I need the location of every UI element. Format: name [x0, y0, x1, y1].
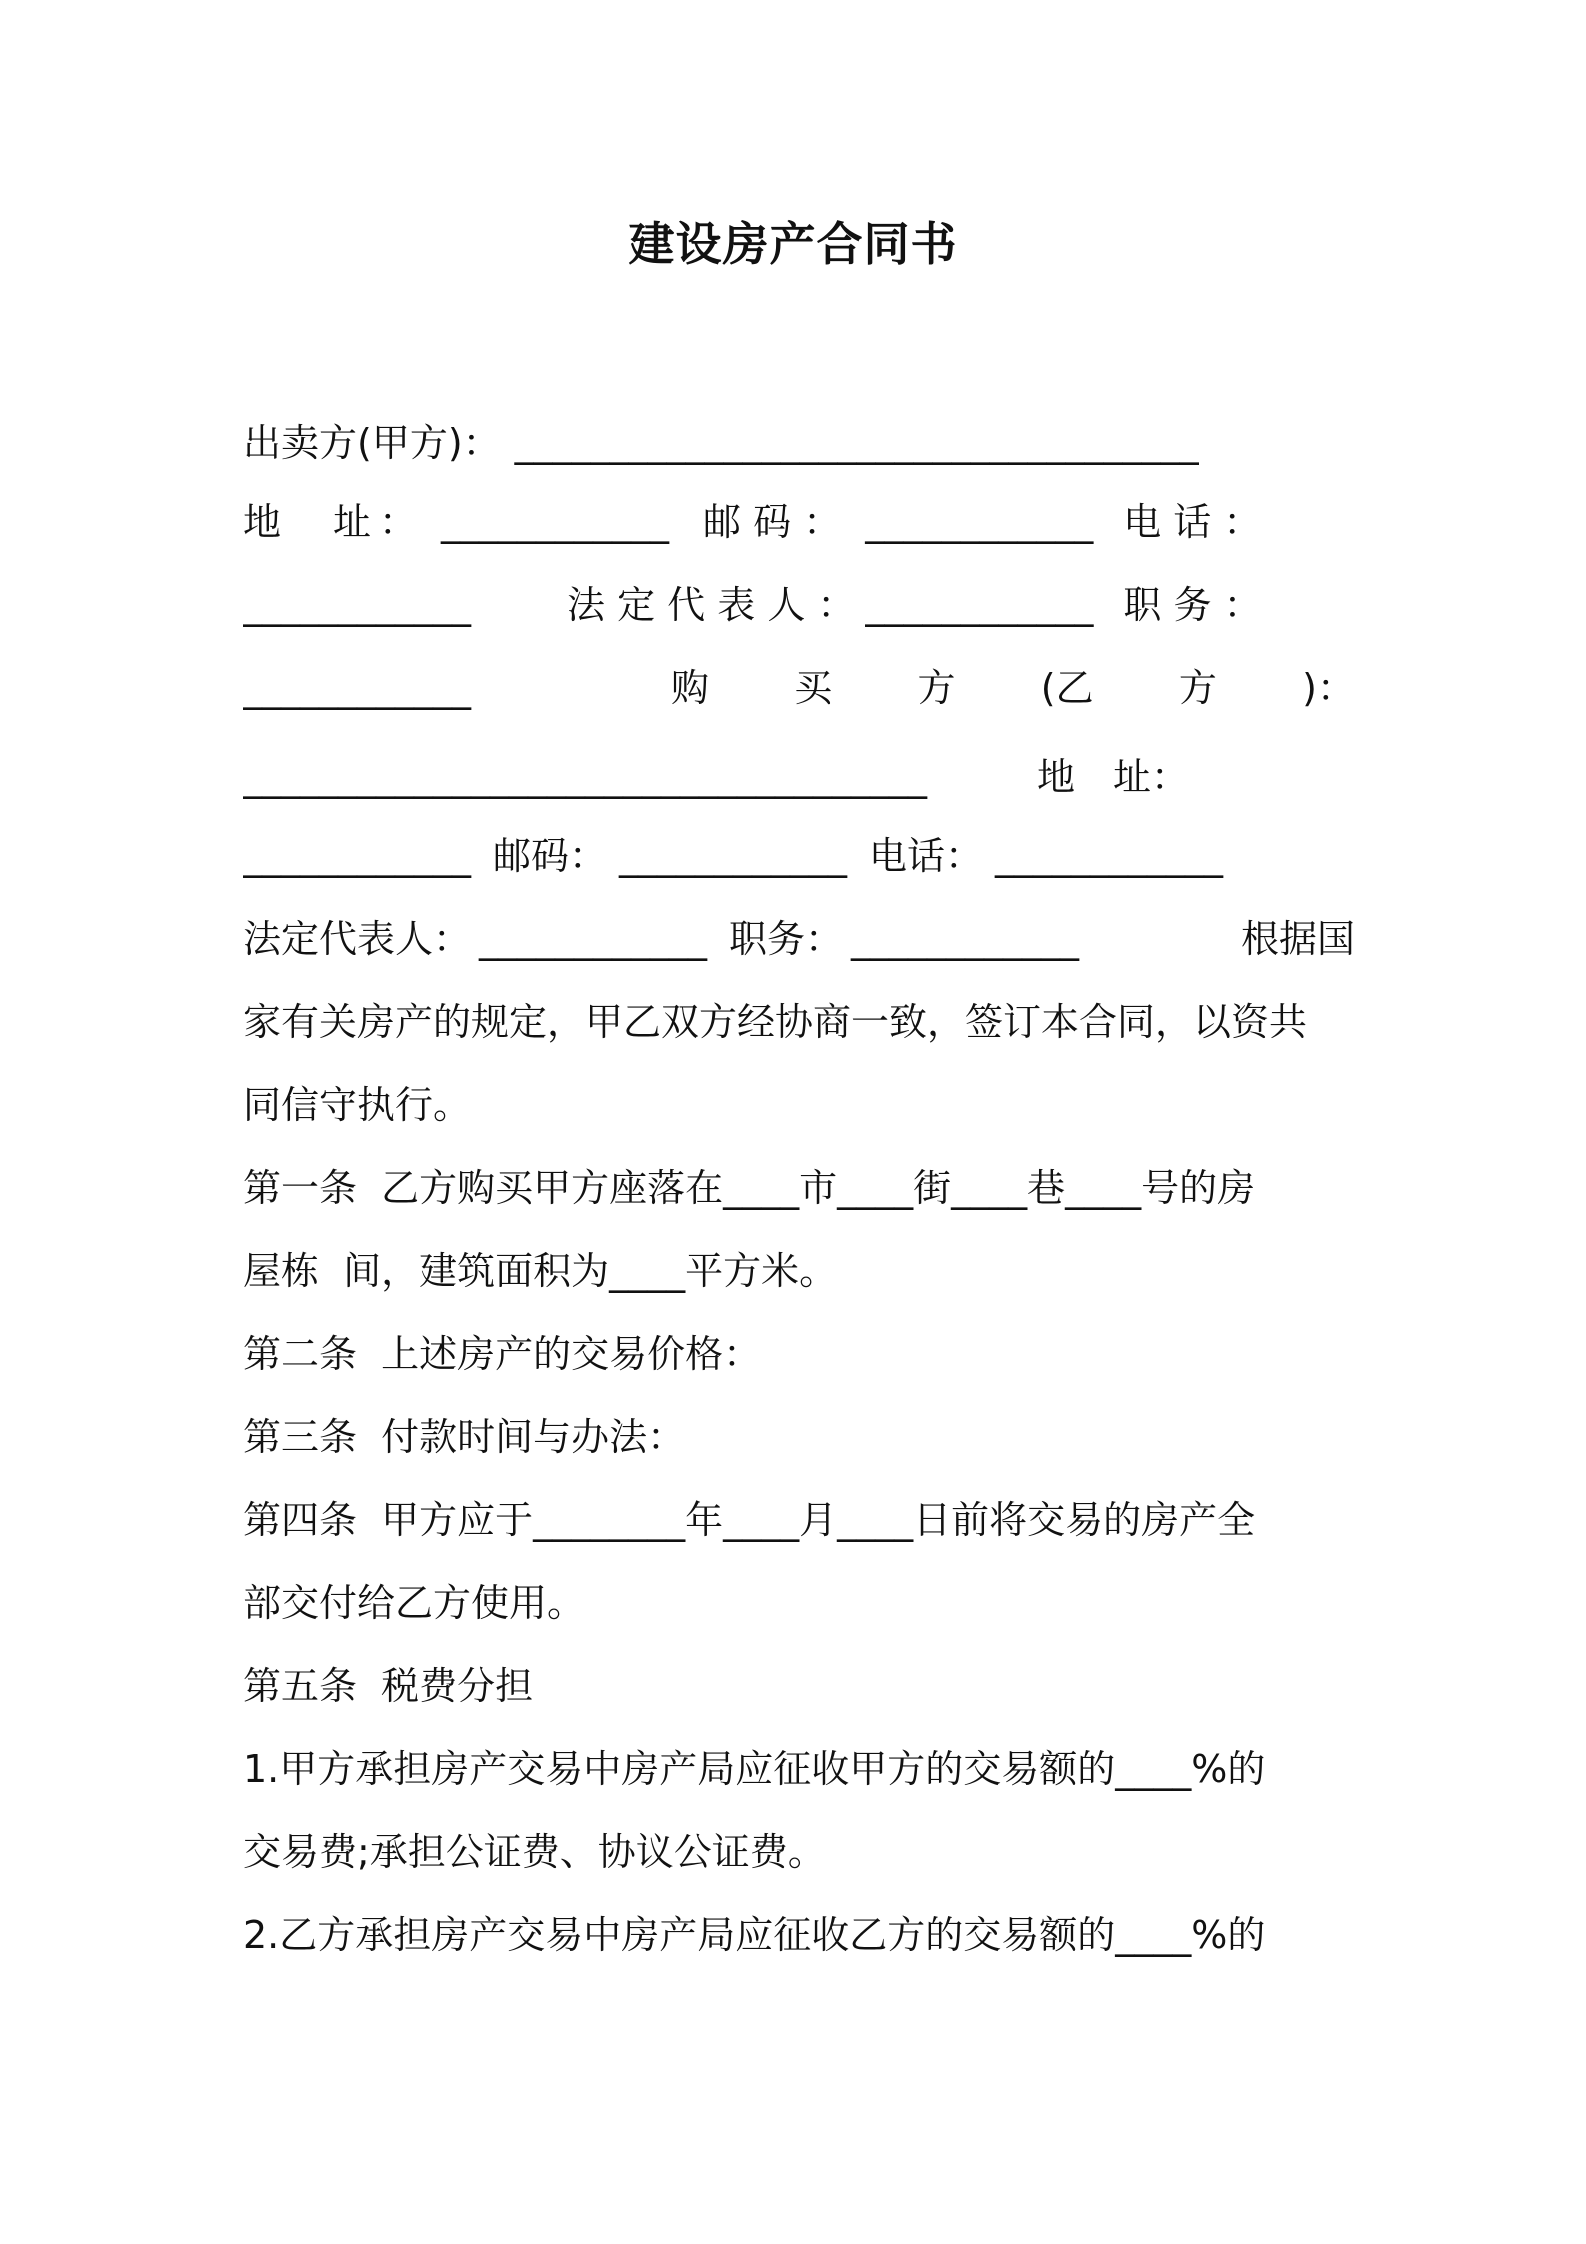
buyer-label-4: (乙	[1040, 666, 1094, 710]
article-1-continued: 屋栋 间，建筑面积为____平方米。	[243, 1249, 838, 1293]
clause-1-line: 1.甲方承担房产交易中房产局应征收甲方的交易额的____%的	[243, 1747, 1266, 1791]
seller-address-label-2: 址	[333, 500, 372, 544]
seller-position-blank: ____________	[243, 666, 471, 710]
seller-phone-blank: ____________	[243, 583, 471, 627]
buyer-rep-label: 法定代表人：	[243, 917, 472, 961]
buyer-position-label: 职务：	[729, 917, 844, 961]
buyer-address-blank: ____________	[243, 834, 471, 878]
article-4-line: 第四条 甲方应于________年____月____日前将交易的房产全	[243, 1498, 1256, 1542]
buyer-rep-line	[243, 914, 1355, 964]
buyer-phone-label: 电话：	[869, 834, 984, 878]
buyer-rep-blank: ____________	[479, 917, 708, 961]
article-5-line: 第五条 税费分担	[243, 1664, 534, 1708]
article-1-line: 第一条 乙方购买甲方座落在____市____街____巷____号的房	[243, 1166, 1256, 1210]
buyer-contact-line	[243, 831, 1355, 881]
paragraph-line: 同信守执行。	[243, 1083, 472, 1127]
buyer-label-1: 购	[671, 666, 710, 710]
seller-address-line	[243, 497, 1355, 547]
buyer-position-blank: ____________	[851, 917, 1080, 961]
paragraph-line: 家有关房产的规定，甲乙双方经协商一致，签订本合同，以资共	[243, 1000, 1308, 1044]
buyer-postcode-label: 邮码：	[493, 834, 608, 878]
seller-blank: ____________________________________	[514, 421, 1199, 465]
seller-rep-blank: ____________	[865, 583, 1094, 627]
seller-rep-line	[243, 580, 1355, 630]
buyer-blank: ____________________________________	[243, 755, 927, 799]
seller-line	[243, 418, 1355, 468]
seller-address-label-3: ：	[379, 500, 418, 544]
buyer-label-3: 方	[917, 666, 956, 710]
seller-rep-label: 法 定 代 表 人 ：	[567, 583, 856, 627]
clause-2-line: 2.乙方承担房产交易中房产局应征收乙方的交易额的____%的	[243, 1913, 1266, 1957]
article-2-line: 第二条 上述房产的交易价格：	[243, 1332, 762, 1376]
buyer-address-label: 地 址：	[1037, 755, 1190, 799]
seller-phone-label: 电 话 ：	[1123, 500, 1262, 544]
seller-label: 出卖方(甲方)：	[243, 421, 501, 465]
buyer-phone-blank: ____________	[995, 834, 1224, 878]
buyer-label-5: 方	[1178, 666, 1217, 710]
buyer-address-line	[243, 752, 1355, 802]
document-title: 建设房产合同书	[628, 217, 958, 271]
buyer-postcode-blank: ____________	[619, 834, 848, 878]
seller-position-label: 职 务 ：	[1123, 583, 1262, 627]
intro-text-start: 根据国	[1240, 917, 1355, 961]
article-4-continued: 部交付给乙方使用。	[243, 1581, 586, 1625]
seller-address-blank: ____________	[441, 500, 670, 544]
seller-address-label-1: 地	[243, 500, 282, 544]
buyer-label	[671, 663, 1355, 713]
buyer-label-2: 买	[794, 666, 833, 710]
seller-postcode-blank: ____________	[865, 500, 1094, 544]
clause-1-continued: 交易费;承担公证费、协议公证费。	[243, 1830, 826, 1874]
buyer-label-6: )：	[1302, 666, 1355, 710]
buyer-line	[243, 663, 1355, 713]
seller-postcode-label: 邮 码 ：	[703, 500, 842, 544]
article-3-line: 第三条 付款时间与办法：	[243, 1415, 686, 1459]
